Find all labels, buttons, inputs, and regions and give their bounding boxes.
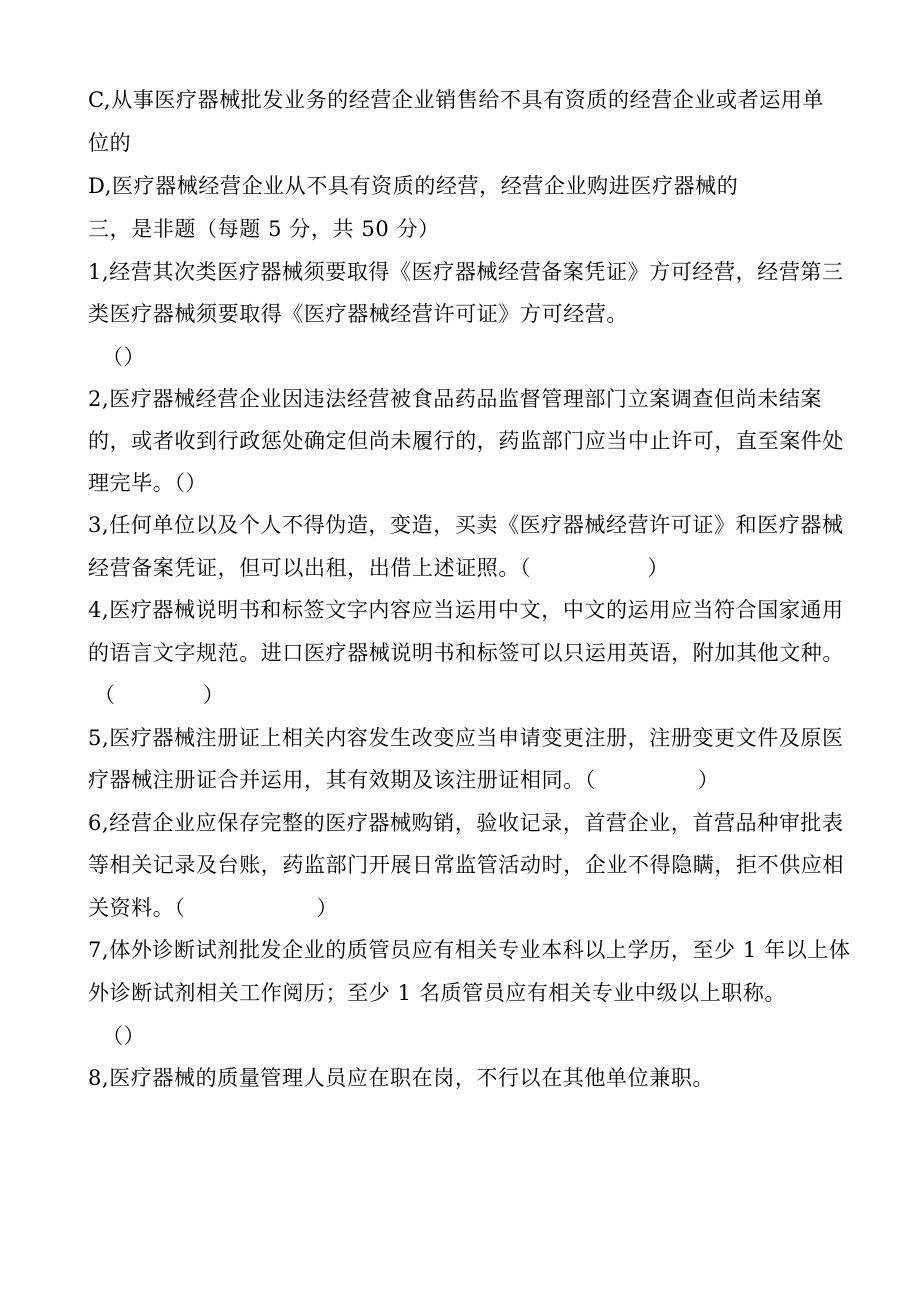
- question-3-line-2: 经营备案凭证，但可以出租，出借上述证照。（ ）: [88, 556, 670, 580]
- question-7-answer: （）: [102, 1024, 146, 1048]
- question-3-line-1: 3,任何单位以及个人不得伪造，变造，买卖《医疗器械经营许可证》和医疗器械: [88, 513, 844, 537]
- question-4-line-2: 的语言文字规范。进口医疗器械说明书和标签可以只运用英语，附加其他文种。: [88, 641, 844, 665]
- question-2-line-3: 理完毕。（）: [88, 471, 208, 495]
- option-c-line-2: 位的: [88, 131, 132, 155]
- question-5-line-2: 疗器械注册证合并运用，其有效期及该注册证相同。（ ）: [88, 768, 720, 792]
- question-7-line-1: 7,体外诊断试剂批发企业的质管员应有相关专业本科以上学历，至少 1 年以上体: [88, 938, 851, 962]
- question-8-line-1: 8,医疗器械的质量管理人员应在职在岗，不行以在其他单位兼职。: [88, 1066, 715, 1090]
- question-1-answer: （）: [102, 345, 146, 369]
- question-6-line-2: 等相关记录及台账，药监部门开展日常监管活动时，企业不得隐瞒，拒不供应相: [88, 853, 844, 877]
- option-d-line: D,医疗器械经营企业从不具有资质的经营，经营企业购进医疗器械的: [88, 174, 739, 198]
- question-4-answer: （ ）: [94, 683, 225, 707]
- question-6-line-1: 6,经营企业应保存完整的医疗器械购销，验收记录，首营企业，首营品种审批表: [88, 811, 844, 835]
- question-5-line-1: 5,医疗器械注册证上相关内容发生改变应当申请变更注册，注册变更文件及原医: [88, 726, 844, 750]
- question-1-line-1: 1,经营其次类医疗器械须要取得《医疗器械经营备案凭证》方可经营，经营第三: [88, 260, 844, 284]
- question-6-line-3: 关资料。（ ）: [88, 896, 339, 920]
- question-1-line-2: 类医疗器械须要取得《医疗器械经营许可证》方可经营。: [88, 302, 628, 326]
- section-heading: 三，是非题（每题 5 分，共 50 分）: [88, 217, 440, 241]
- question-2-line-2: 的，或者收到行政惩处确定但尚未履行的，药监部门应当中止许可，直至案件处: [88, 429, 844, 453]
- question-7-line-2: 外诊断试剂相关工作阅历；至少 1 名质管员应有相关专业中级以上职称。: [88, 981, 787, 1005]
- question-2-line-1: 2,医疗器械经营企业因违法经营被食品药品监督管理部门立案调查但尚未结案: [88, 387, 823, 411]
- option-c-line-1: C,从事医疗器械批发业务的经营企业销售给不具有资质的经营企业或者运用单: [88, 88, 824, 112]
- question-4-line-1: 4,医疗器械说明书和标签文字内容应当运用中文，中文的运用应当符合国家通用: [88, 598, 844, 622]
